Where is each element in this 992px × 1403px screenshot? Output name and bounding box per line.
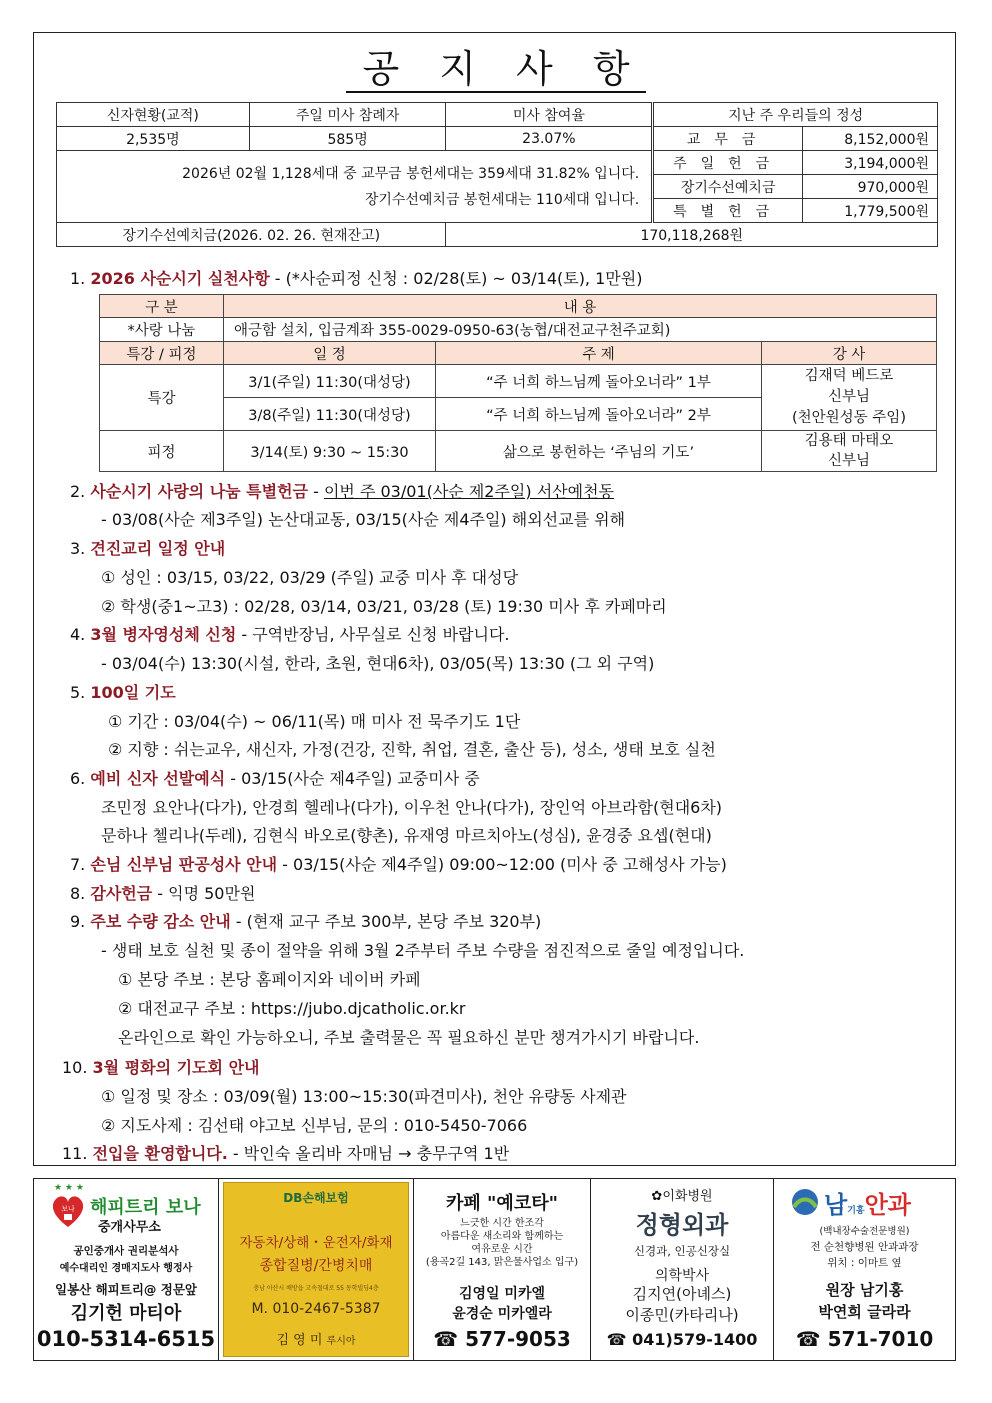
lent-h-category: 구 분 <box>100 295 224 318</box>
stat-members: 2,535명 <box>57 127 250 151</box>
section-4 <box>70 622 510 645</box>
section-detail: - 03/15(사순 제4주일) 교중미사 중 <box>225 769 480 788</box>
ad-address: 충남 아산시 배방읍 고속철대로 55 동학빌딩4층 <box>253 1285 379 1292</box>
ad-brand: 이화병원 <box>662 1189 713 1204</box>
section-number: 10. <box>62 1058 88 1077</box>
ad-address: (용곡2길 143, 맑은물사업소 입구) <box>425 1257 579 1268</box>
ad-line: 종합질병/간병치매 <box>259 1258 373 1274</box>
section-10 <box>62 1055 260 1078</box>
section-detail: - (*사순피정 신청 : 02/28(토) ~ 03/14(토), 1만원) <box>269 269 643 288</box>
section-detail: - 구역반장님, 사무실로 신청 바랍니다. <box>236 625 510 644</box>
love-text: 애긍함 설치, 입금계좌 355-0029-0950-63(농협/대전교구천주교회) <box>224 318 937 342</box>
offering-label: 교무금 <box>653 127 803 151</box>
section-5-line-2: ② 지향 : 쉬는교우, 새신자, 가정(건강, 진학, 취업, 결혼, 출산 등), 성소, 생태 보호 실천 <box>108 740 716 759</box>
household-notice-line1: 2026년 02월 1,128세대 중 교무금 봉헌세대는 359세대 31.82% 입니다. <box>182 165 640 182</box>
ad-line: 자동차/상해・운전자/화재 <box>239 1235 393 1251</box>
lent-table <box>99 294 937 472</box>
section-2-line-1: - 03/08(사순 제3주일) 논산대교동, 03/15(사순 제4주일) 해외선교를 위해 <box>101 510 626 529</box>
section-dash: - <box>308 482 324 501</box>
section-title: 견진교리 일정 안내 <box>90 539 226 558</box>
ad-line: 신경과, 인공신장실 <box>633 1244 731 1258</box>
section-detail: - (현재 교구 주보 300부, 본당 주보 320부) <box>230 912 542 931</box>
section-4-line-1: - 03/04(수) 13:30(시설, 한라, 초원, 현대6차), 03/05(목) 13:30 (그 외 구역) <box>101 654 655 673</box>
retreat-label: 피정 <box>100 431 224 472</box>
section-title: 주보 수량 감소 안내 <box>90 912 231 931</box>
lecture-speaker-title: 신부님 <box>827 389 871 405</box>
household-notice <box>57 151 653 223</box>
heart-house-icon <box>48 1191 88 1231</box>
ad-name-part: 안과 <box>864 1191 911 1219</box>
section-6-line-2: 문하나 첼리나(두레), 김현식 바오로(향촌), 유재영 마르치아노(성심), 윤경중 요셉(현대) <box>101 826 712 845</box>
ad-person: 김영일 미카엘 <box>458 1286 546 1302</box>
section-9-line-3: ② 대전교구 주보 : https://jubo.djcatholic.or.kr <box>118 999 466 1018</box>
section-number: 11. <box>62 1144 88 1163</box>
section-number: 9. <box>70 912 86 931</box>
section-detail: - 박인숙 올리바 자매님 → 충무구역 1반 <box>227 1144 510 1163</box>
section-title: 3월 병자영성체 신청 <box>90 625 237 644</box>
lent-h-content: 내 용 <box>224 295 937 318</box>
ad-db-insurance <box>219 1179 414 1360</box>
ad-happytree <box>34 1179 219 1360</box>
section-highlight: 이번 주 03/01(사순 제2주일) 서산예천동 <box>323 482 614 501</box>
section-title: 감사헌금 <box>90 884 153 903</box>
section-3-line-1: ① 성인 : 03/15, 03/22, 03/29 (주일) 교중 미사 후 대성당 <box>101 568 519 587</box>
love-label: *사랑 나눔 <box>100 318 224 342</box>
section-title: 손님 신부님 판공성사 안내 <box>90 855 278 874</box>
section-title: 100일 기도 <box>90 683 176 702</box>
ad-address: 일봉산 해피트리@ 정문앞 <box>55 1282 197 1297</box>
section-number: 2. <box>70 482 86 501</box>
offering-value: 970,000원 <box>803 175 938 199</box>
ad-person: 윤경순 미카엘라 <box>452 1306 552 1322</box>
section-9 <box>70 909 541 932</box>
phone-icon: ☎ <box>795 1327 821 1351</box>
ad-line: 예수대리인 경매지도사 행정사 <box>59 1263 193 1274</box>
section-detail: - 익명 50만원 <box>152 884 256 903</box>
lecture-speaker-role: (천안원성동 주임) <box>792 410 906 426</box>
ad-sub: 중개사무소 <box>98 1220 161 1235</box>
ad-nam-eye-clinic <box>774 1179 955 1360</box>
section-number: 8. <box>70 884 86 903</box>
ad-phone: 577-9053 <box>465 1327 571 1351</box>
ad-name: 정형외과 <box>635 1211 729 1239</box>
lent-h-topic: 주 제 <box>436 342 762 365</box>
ad-person: 김 영 미 <box>276 1333 323 1348</box>
ad-ewha-hospital <box>591 1179 774 1360</box>
household-notice-line2: 장기수선예치금 봉헌세대는 110세대 입니다. <box>364 191 640 208</box>
section-6 <box>70 766 480 789</box>
ad-person: 이종민(카타리나) <box>625 1306 739 1324</box>
section-5 <box>70 680 176 703</box>
section-11 <box>62 1141 509 1164</box>
ad-line: (백내장수술전문병원) <box>819 1226 910 1237</box>
retreat-speaker-name: 김용태 마태오 <box>804 433 894 449</box>
ad-cafe-yekota <box>414 1179 591 1360</box>
lecture-speaker-name: 김재덕 베드로 <box>804 368 894 384</box>
section-9-line-1: - 생태 보호 실천 및 종이 절약을 위해 3월 2주부터 주보 수량을 점진적으로 줄일 예정입니다. <box>101 941 745 960</box>
savings-label: 장기수선예치금(2026. 02. 26. 현재잔고) <box>57 223 446 247</box>
retreat-date: 3/14(토) 9:30 ~ 15:30 <box>224 431 436 472</box>
ad-name: 카페 "예코타" <box>446 1193 558 1214</box>
section-3 <box>70 536 225 559</box>
ad-line: 공인중개사 권리분석사 <box>73 1245 179 1257</box>
stat-header-attendance: 주일 미사 참례자 <box>249 103 446 127</box>
ad-person: 원장 남기홍 <box>825 1281 904 1299</box>
ad-person: 박연희 글라라 <box>818 1303 911 1321</box>
offerings-header: 지난 주 우리들의 정성 <box>653 103 938 127</box>
lecture-2-date: 3/8(주일) 11:30(대성당) <box>224 398 436 431</box>
offering-value: 3,194,000원 <box>803 151 938 175</box>
section-5-line-1: ① 기간 : 03/04(수) ~ 06/11(목) 매 미사 전 묵주기도 1단 <box>108 712 521 731</box>
section-6-line-1: 조민정 요안나(다가), 안경희 헬레나(다가), 이우천 안나(다가), 장인억 아브라함(현대6차) <box>101 798 723 817</box>
section-number: 5. <box>70 683 86 702</box>
ad-line: 위치 : 이마트 옆 <box>827 1257 902 1269</box>
stat-rate: 23.07% <box>446 127 653 151</box>
section-number: 3. <box>70 539 86 558</box>
ad-saint: 루시아 <box>326 1336 356 1347</box>
lent-h-type: 특강 / 피정 <box>100 342 224 365</box>
ad-person: 김지연(아녜스) <box>632 1285 732 1303</box>
ads-row <box>33 1178 956 1361</box>
stat-attendance: 585명 <box>249 127 446 151</box>
retreat-speaker <box>762 431 937 472</box>
savings-value: 170,118,268원 <box>446 223 938 247</box>
ad-panel <box>223 1182 409 1357</box>
ad-line: 여유로운 시간 <box>471 1244 533 1255</box>
section-7 <box>70 852 727 875</box>
section-detail: - 03/15(사순 제4주일) 09:00~12:00 (미사 중 고해성사 가능) <box>277 855 727 874</box>
section-title: 2026 사순시기 실천사항 <box>90 269 270 288</box>
stats-table <box>56 102 938 247</box>
section-1 <box>70 266 642 289</box>
page-title: 공 지 사 항 <box>0 38 992 93</box>
section-3-line-2: ② 학생(중1~고3) : 02/28, 03/14, 03/21, 03/28 (토) 19:30 미사 후 카페마리 <box>101 597 667 616</box>
lecture-2-topic: “주 너희 하느님께 돌아오너라” 2부 <box>436 398 762 431</box>
section-title: 3월 평화의 기도회 안내 <box>92 1058 260 1077</box>
ewha-logo-icon: ✿ <box>651 1189 663 1204</box>
eye-clinic-logo-icon <box>790 1187 820 1217</box>
phone-icon: ☎ <box>606 1330 627 1349</box>
section-10-line-1: ① 일정 및 장소 : 03/09(월) 13:00~15:30(파견미사), 천안 유량동 사제관 <box>101 1087 627 1106</box>
retreat-speaker-title: 신부님 <box>827 453 871 469</box>
section-9-line-2: ① 본당 주보 : 본당 홈페이지와 네이버 카페 <box>118 970 421 989</box>
ad-person: 김기헌 마티아 <box>70 1303 182 1324</box>
offering-value: 8,152,000원 <box>803 127 938 151</box>
ad-name-part: 남 <box>824 1191 848 1219</box>
section-8 <box>70 881 255 904</box>
section-title: 예비 신자 선발예식 <box>90 769 226 788</box>
section-title: 전입을 환영합니다. <box>92 1144 228 1163</box>
section-number: 6. <box>70 769 86 788</box>
ad-phone: 041)579-1400 <box>632 1330 758 1349</box>
ad-line: 의학박사 <box>654 1268 710 1284</box>
section-number: 4. <box>70 625 86 644</box>
section-2 <box>70 479 614 502</box>
section-number: 1. <box>70 269 86 288</box>
lent-h-speaker: 강 사 <box>762 342 937 365</box>
ad-phone: 010-5314-6515 <box>36 1327 216 1351</box>
section-9-line-4: 온라인으로 확인 가능하오니, 주보 출력물은 꼭 필요하신 분만 챙겨가시기 바랍니다. <box>118 1028 700 1047</box>
ad-line: 전 순천향병원 안과과장 <box>810 1241 919 1253</box>
stars-icon: ★ ★ ★ <box>54 1183 84 1193</box>
phone-icon: ☎ <box>433 1327 459 1351</box>
offering-label: 장기수선예치금 <box>653 175 803 199</box>
ad-line: 느긋한 시간 한조각 <box>460 1218 544 1229</box>
lecture-1-topic: “주 너희 하느님께 돌아오너라” 1부 <box>436 365 762 398</box>
section-number: 7. <box>70 855 86 874</box>
retreat-topic: 삶으로 봉헌하는 ‘주님의 기도’ <box>436 431 762 472</box>
ad-name-small: 기홍 <box>847 1206 865 1216</box>
heart-logo-word: 보나 <box>61 1205 75 1213</box>
ad-line: 아름다운 새소리와 함께하는 <box>440 1231 564 1242</box>
db-brand: DB손해보험 <box>283 1191 349 1205</box>
ad-name: 해피트리 보나 <box>90 1197 201 1218</box>
lecture-1-date: 3/1(주일) 11:30(대성당) <box>224 365 436 398</box>
lecture-speaker <box>762 365 937 431</box>
offering-value: 1,779,500원 <box>803 199 938 223</box>
lent-h-schedule: 일 정 <box>224 342 436 365</box>
offering-label: 특별헌금 <box>653 199 803 223</box>
lecture-label: 특강 <box>100 365 224 431</box>
ad-phone: 571-7010 <box>827 1327 934 1351</box>
offering-label: 주일헌금 <box>653 151 803 175</box>
stat-header-rate: 미사 참여율 <box>446 103 653 127</box>
stat-header-members: 신자현황(교적) <box>57 103 250 127</box>
ad-phone: M. 010-2467-5387 <box>251 1301 381 1317</box>
section-title: 사순시기 사랑의 나눔 특별헌금 <box>90 482 308 501</box>
section-10-line-2: ② 지도사제 : 김선태 야고보 신부님, 문의 : 010-5450-7066 <box>101 1116 528 1135</box>
